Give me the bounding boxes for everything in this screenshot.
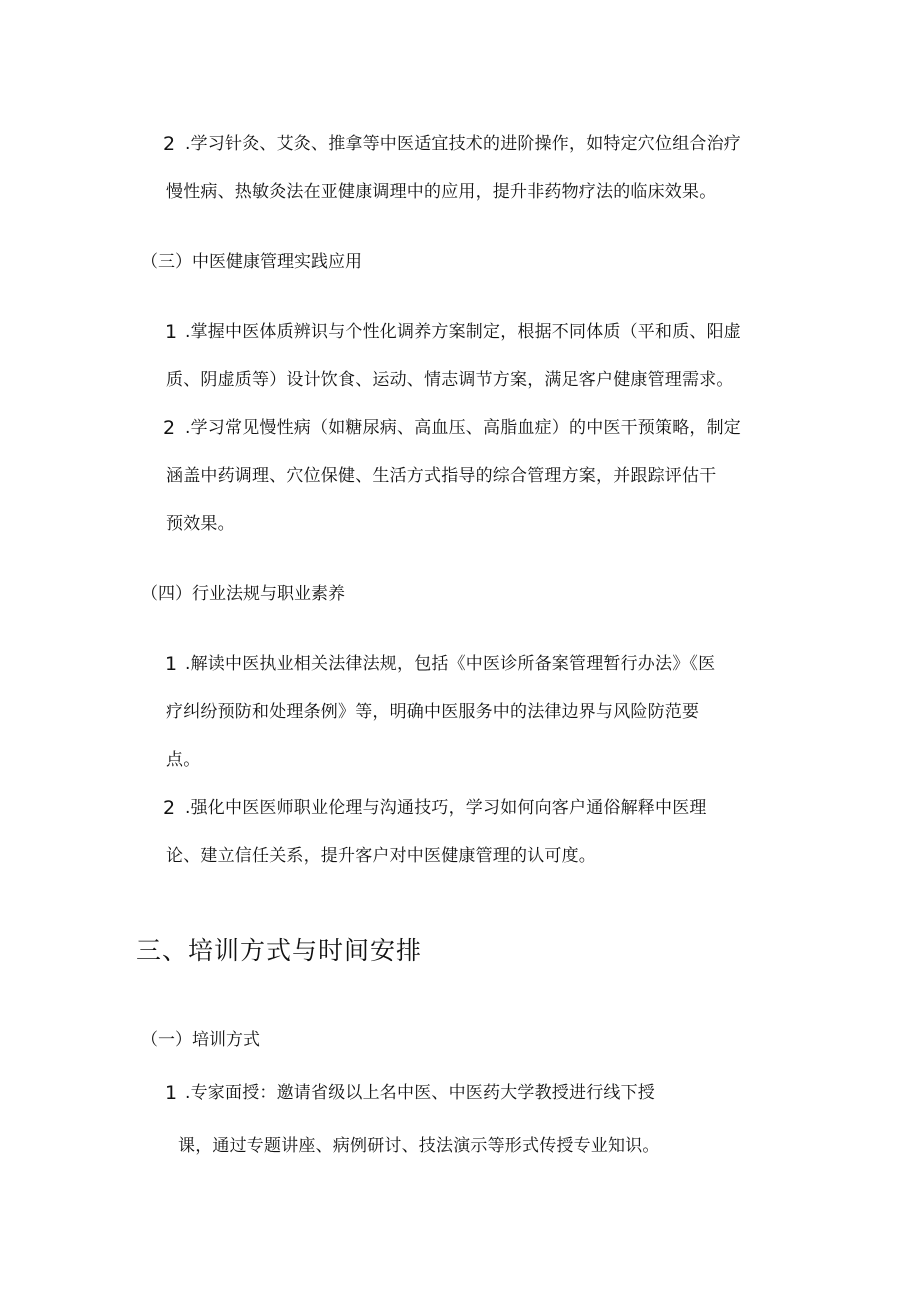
list-item-text: .学习常见慢性病（如糖尿病、高血压、高脂血症）的中医干预策略，制定 [185,418,742,438]
list-item-text: .专家面授：邀请省级以上名中医、中医药大学教授进行线下授 [185,1083,656,1103]
section-title: 三、培训方式与时间安排 [136,936,423,965]
list-number: 1 [165,1082,178,1104]
list-item-text: .解读中医执业相关法律法规，包括《中医诊所备案管理暂行办法》《医 [185,654,716,674]
list-item-text: .强化中医医师职业伦理与沟通技巧，学习如何向客户通俗解释中医理 [185,798,707,818]
list-number: 2 [163,797,176,819]
subsection-heading: （三）中医健康管理实践应用 [141,252,362,272]
list-number: 2 [163,133,176,155]
list-number: 1 [165,321,178,343]
subsection-heading: （四）行业法规与职业素养 [141,584,345,604]
list-item-text: 慢性病、热敏灸法在亚健康调理中的应用，提升非药物疗法的临床效果。 [166,182,717,202]
list-item-text: .掌握中医体质辨识与个性化调养方案制定，根据不同体质（平和质、阳虚 [185,322,742,342]
list-number: 2 [163,417,176,439]
list-item-text: 论、建立信任关系，提升客户对中医健康管理的认可度。 [166,846,596,866]
list-item-text: 质、阴虚质等）设计饮食、运动、情志调节方案，满足客户健康管理需求。 [166,370,734,390]
subsection-heading: （一）培训方式 [141,1030,260,1050]
list-item-text: 涵盖中药调理、穴位保健、生活方式指导的综合管理方案，并跟踪评估干 [166,466,717,486]
list-item-text: 预效果。 [166,514,235,534]
list-item-text: 点。 [166,750,201,770]
list-item-text: 课，通过专题讲座、病例研讨、技法演示等形式传授专业知识。 [178,1136,660,1156]
list-item-text: 疗纠纷预防和处理条例》等，明确中医服务中的法律边界与风险防范要 [166,702,700,722]
list-item-text: .学习针灸、艾灸、推拿等中医适宜技术的进阶操作，如特定穴位组合治疗 [185,134,742,154]
list-number: 1 [165,653,178,675]
